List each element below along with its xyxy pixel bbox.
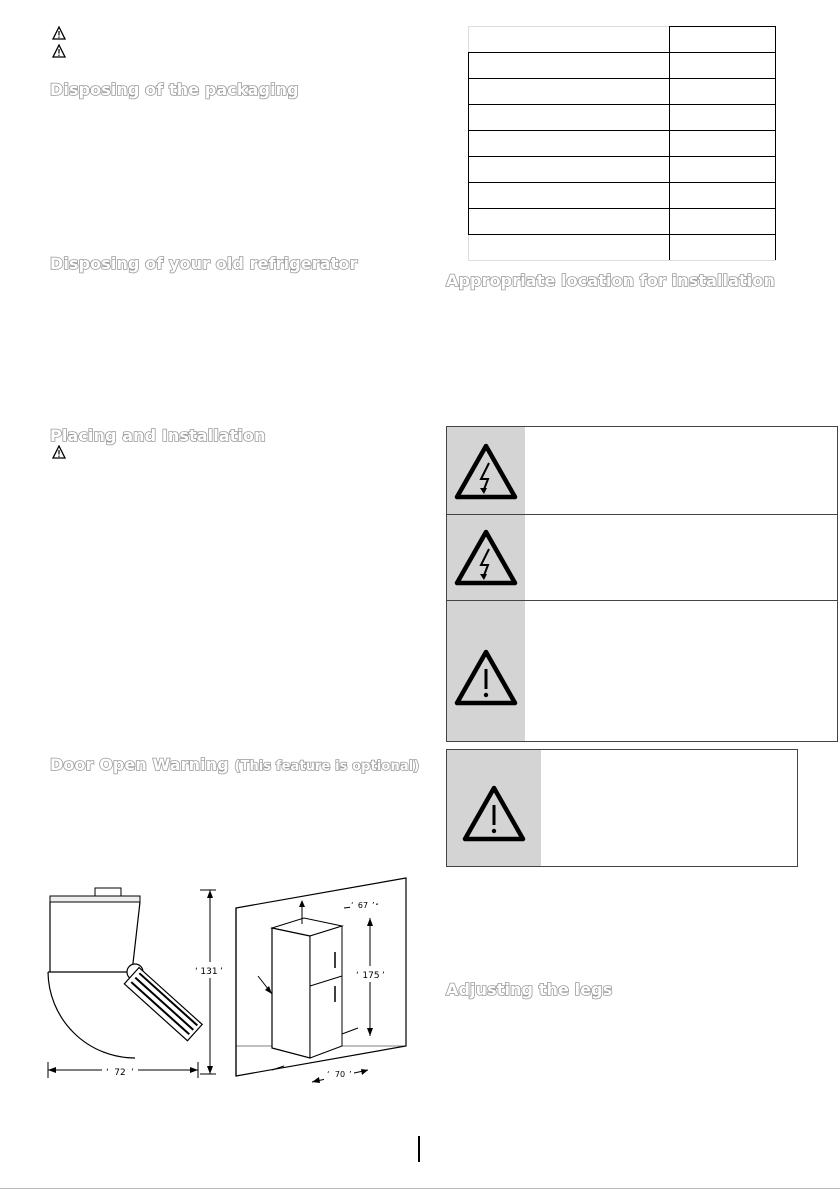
heading-legs: Adjusting the legs — [446, 980, 613, 999]
svg-text:’: ’ — [220, 967, 223, 977]
room-height-label: 175 — [362, 971, 380, 981]
heading-placing: Placing and Installation — [50, 426, 266, 445]
warning-icon — [462, 785, 526, 843]
svg-text:’: ’ — [382, 971, 385, 981]
room-depth-label: 67 — [357, 901, 369, 910]
warning-box-group — [446, 426, 838, 742]
heading-location: Appropriate location for installation — [446, 271, 775, 290]
warning-row — [447, 427, 837, 514]
warning-row — [447, 600, 837, 741]
svg-text:’: ’ — [372, 901, 375, 910]
warning-icon — [454, 649, 518, 707]
svg-text:‘: ‘ — [106, 1068, 109, 1078]
heading-door-warning: Door Open Warning (This feature is optional) — [50, 755, 420, 774]
warning-row — [447, 514, 837, 601]
svg-text:‘: ‘ — [356, 971, 359, 981]
warning-icon — [52, 44, 66, 58]
svg-text:’: ’ — [349, 1070, 352, 1079]
warning-box-standalone — [446, 749, 798, 867]
electric-shock-icon — [454, 529, 518, 587]
warning-icon — [52, 445, 66, 459]
warning-icon — [52, 26, 66, 40]
page-bottom-rule — [0, 1188, 840, 1189]
heading-packaging: Disposing of the packaging — [50, 80, 299, 99]
page-marker — [418, 1136, 420, 1162]
reference-table — [468, 26, 776, 261]
door-warning-note: (This feature is optional) — [234, 759, 420, 774]
svg-text:‘: ‘ — [327, 1070, 330, 1079]
svg-text:‘: ‘ — [195, 967, 198, 977]
room-width-label: 70 — [334, 1070, 346, 1079]
door-swing-diagram — [40, 882, 225, 1082]
door-width-label: 72 — [114, 1068, 126, 1078]
electric-shock-icon — [454, 443, 518, 501]
svg-text:‘: ‘ — [351, 901, 354, 910]
room-clearance-diagram — [232, 876, 412, 1086]
heading-old-fridge: Disposing of your old refrigerator — [50, 254, 358, 273]
door-depth-label: 131 — [200, 967, 218, 977]
svg-text:’: ’ — [131, 1068, 134, 1078]
